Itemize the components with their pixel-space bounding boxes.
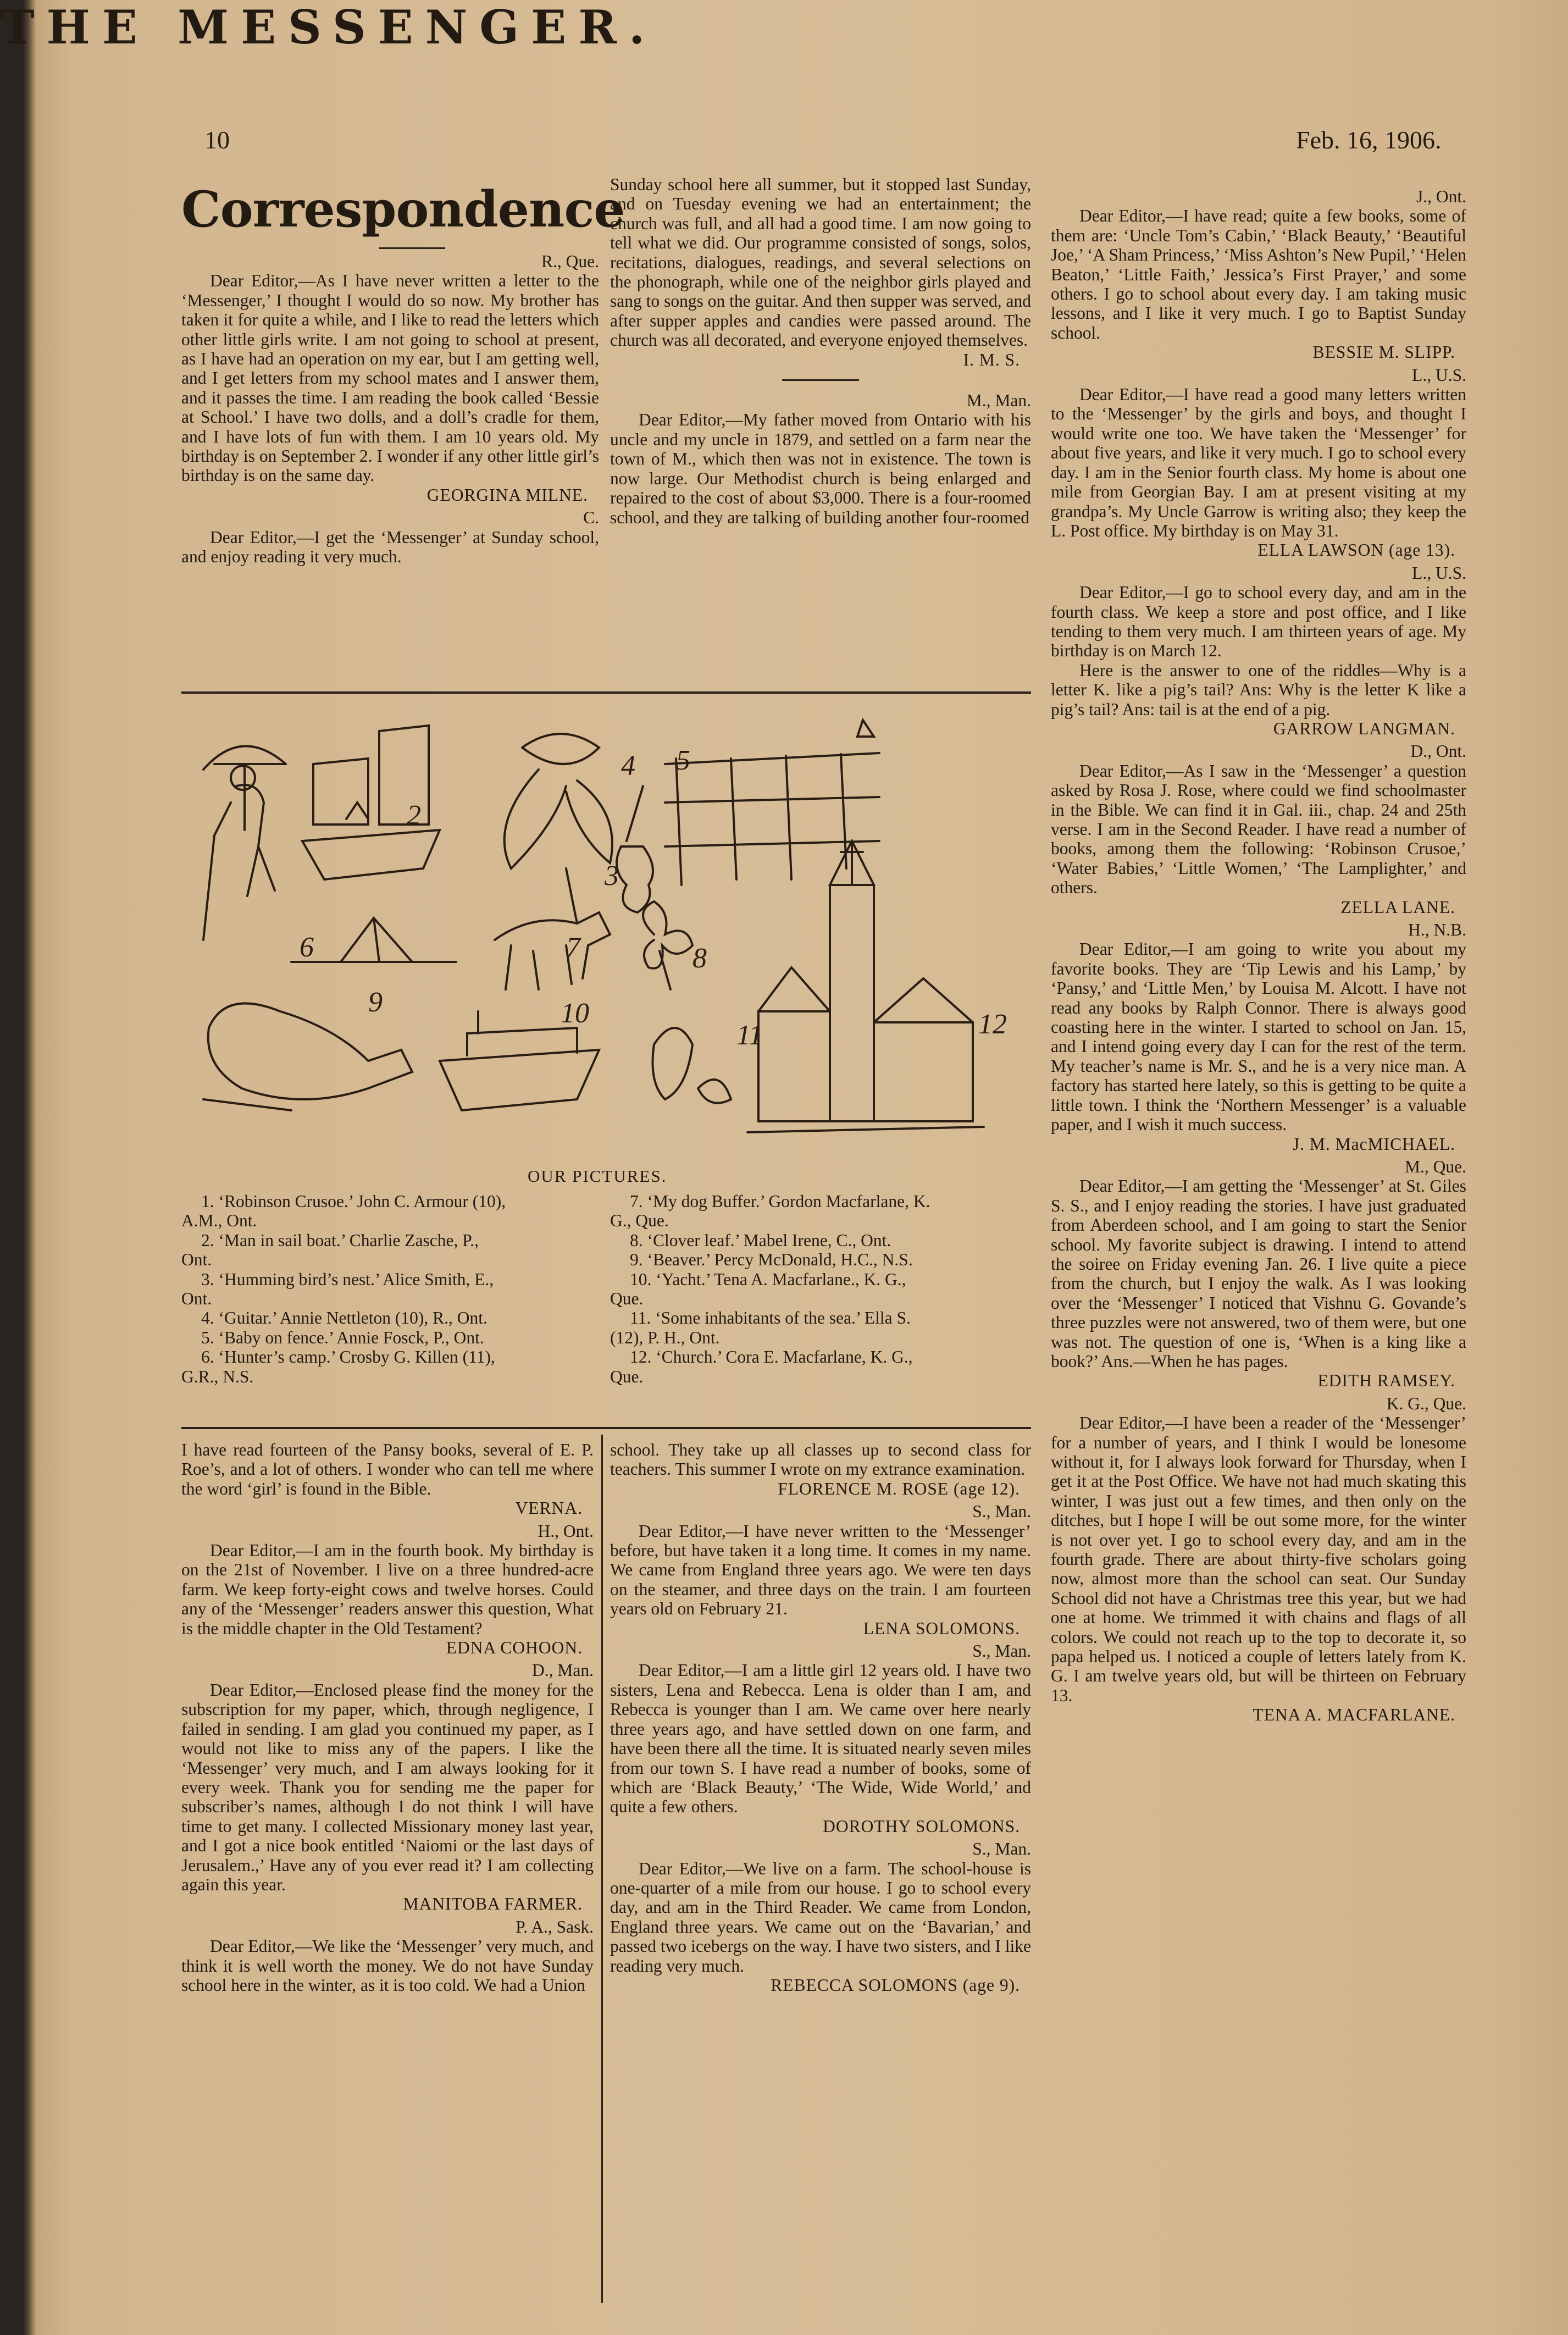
letter-paragraph: Dear Editor,—I am a little girl 12 years old. I have two sisters, Lena and Rebecca. Lena is older than I am, and Rebecca is younger than I am. We came over here nearly three years ago, and have settled down on one farm, and have been there all the time. It is situated nearly seven miles from our town S. I have read a number of books, some of which are ‘Black Beauty,’ ‘The Wide, Wide World,’ and quite a few others. (610, 1661, 1031, 1817)
page-number: 10 (204, 126, 230, 154)
letter-signature: GARROW LANGMAN. (1273, 718, 1455, 738)
letter-location: K. G., Que. (1386, 1393, 1466, 1413)
rule-above-pictures (181, 691, 1031, 694)
pictures-heading: OUR PICTURES. (528, 1166, 667, 1186)
picture-credit: 11. ‘Some inhabitants of the sea.’ Ella S. (630, 1308, 911, 1328)
drawing-dog (495, 912, 610, 989)
letter-signature: J. M. MacMICHAEL. (1292, 1134, 1455, 1154)
letter-paragraph: Dear Editor,—I am in the fourth book. My birthday is on the 21st of November. I live on a three hundred-acre farm. We keep forty-eight cows and twelve horses. Could any of the ‘Messenger’ readers answer this question, What is the middle chapter in the Old Testament? (181, 1541, 594, 1638)
picture-credit: G., Que. (610, 1211, 669, 1231)
picture-credit: 7. ‘My dog Buffer.’ Gordon Macfarlane, K. (630, 1192, 930, 1211)
column-divider (601, 1435, 603, 2303)
picture-credit: Que. (610, 1289, 644, 1309)
picture-credit: 3. ‘Humming bird’s nest.’ Alice Smith, E., (201, 1269, 494, 1289)
letter-location: S., Man. (972, 1502, 1031, 1521)
letter-location: M., Que. (1405, 1157, 1466, 1176)
letter-location: M., Man. (966, 391, 1031, 411)
letter-paragraph: Dear Editor,—I am going to write you about my favorite books. They are ‘Tip Lewis and his Lamp,’ by ‘Pansy,’ and ‘Little Men,’ by Louisa M. Alcott. I have not read any books by Ralph Connor. There is always good coasting here in the winter. I started to school on Jan. 15, and I intend going every day I can for the rest of the term. My teacher’s name is Mr. S., and he is a very nice man. A factory has started here lately, so this is getting to be quite a little town. I think the ‘Northern Messenger’ is a valuable paper, and I wish it much success. (1051, 939, 1466, 1135)
picture-credit: 1. ‘Robinson Crusoe.’ John C. Armour (10), (201, 1192, 506, 1211)
letter-paragraph: Dear Editor,—I have never written to the ‘Messenger’ before, but have taken it a long time. It comes in my name. We came from England three years ago. We were ten days on the steamer, and three days on the train. I am fourteen years old on February 21. (610, 1521, 1031, 1619)
section-title: Correspondence (181, 180, 625, 239)
letter-paragraph: Dear Editor,—I get the ‘Messenger’ at Sunday school, and enjoy reading it very much. (181, 527, 599, 567)
letter-paragraph: Dear Editor,—I go to school every day, and am in the fourth class. We keep a store and post office, and I like tending to them very much. I am thirteen years of age. My birthday is on March 12. (1051, 583, 1466, 661)
letter-signature: ELLA LAWSON (age 13). (1257, 540, 1455, 560)
drawing-number: 2 (407, 800, 421, 831)
picture-credit: Que. (610, 1366, 644, 1386)
letter-signature: ZELLA LANE. (1340, 897, 1455, 917)
letter-paragraph: I have read fourteen of the Pansy books, several of E. P. Roe’s, and a lot of others. I wonder who can tell me where the word ‘girl’ is found in the Bible. (181, 1440, 594, 1498)
drawing-beaver (203, 1003, 412, 1110)
picture-credit: Ont. (181, 1250, 212, 1270)
drawing-number: 10 (561, 998, 589, 1029)
letter-paragraph: Dear Editor,—I have been a reader of the ‘Messenger’ for a number of years, and I think I would be lonesome without it, for I always look forward for Thursday, when I get it at the Post Office. We have not had much skating this winter, I was just out a few times, and then only on the ditches, but I hope I will be out some more, for the winter is not over yet. I go to school every day, and am in the fourth grade. There are about thirty-five scholars going now, almost more than the school can seat. Our Sunday School did not have a Christmas tree this year, but we had one at home. We trimmed it with chains and flags of all colors. We could not reach up to the top to decorate it, so papa helped us. I noticed a couple of letters lately from K. G. I am twelve years old, but will be thirteen on February 13. (1051, 1413, 1466, 1705)
letter-paragraph: school. They take up all classes up to second class for teachers. This summer I wrote on my extrance examination. (610, 1440, 1031, 1479)
drawing-number: 3 (605, 860, 619, 892)
letter-location: P. A., Sask. (516, 1917, 594, 1936)
drawing-robinson-crusoe (203, 746, 286, 940)
letter-paragraph: Dear Editor,—I have read a good many letters written to the ‘Messenger’ by the girls and boys, and thought I would write one too. We have taken the ‘Messenger’ for about five years, and like it very much. I go to school every day. I am in the Senior fourth class. My home is about one mile from Georgian Bay. I am at present visiting at my grandpa’s. My Uncle Garrow is writing also; they keep the L. Post office. My birthday is on May 31. (1051, 385, 1466, 540)
letter-signature: BESSIE M. SLIPP. (1312, 342, 1455, 362)
picture-credit: 8. ‘Clover leaf.’ Mabel Irene, C., Ont. (630, 1230, 891, 1250)
drawing-number: 5 (676, 745, 690, 776)
picture-credit: 9. ‘Beaver.’ Percy McDonald, H.C., N.S. (630, 1250, 913, 1270)
picture-credit: G.R., N.S. (181, 1366, 254, 1386)
letter-signature: DOROTHY SOLOMONS. (823, 1816, 1020, 1836)
letter-signature: VERNA. (515, 1498, 583, 1518)
letter-signature: LENA SOLOMONS. (863, 1618, 1020, 1638)
letter-signature: REBECCA SOLOMONS (age 9). (771, 1975, 1020, 1995)
picture-credit: 2. ‘Man in sail boat.’ Charlie Zasche, P., (201, 1230, 479, 1250)
letter-signature: EDNA COHOON. (446, 1638, 583, 1658)
pictures-list-right (610, 1192, 1031, 1386)
letter-paragraph: Dear Editor,—As I have never written a letter to the ‘Messenger,’ I thought I would do so now. My brother has taken it for quite a while, and I like to read the letters which other little girls write. I am not going to school at present, as I have had an operation on my ear, but I am getting well, and I get letters from my school mates and I answer them, and it passes the time. I am reading the book called ‘Bessie at School.’ I have two dolls, and a doll’s cradle for them, and I have lots of fun with them. I am 10 years old. My birthday is on September 2. I wonder if any other little girl’s birthday is on the same day. (181, 271, 599, 485)
picture-credit: Ont. (181, 1289, 212, 1309)
letter-location: C. (583, 508, 599, 528)
column-3 (1051, 187, 1466, 1728)
pictures-list-left (181, 1192, 594, 1386)
letter-signature: MANITOBA FARMER. (403, 1894, 583, 1914)
letter-paragraph: Dear Editor,—We like the ‘Messenger’ very much, and think it is well worth the money. We do not have Sunday school here in the winter, as it is too cold. We had a Union (181, 1936, 594, 1995)
separator-rule (782, 379, 859, 381)
rule-below-pictures (181, 1427, 1031, 1429)
letter-signature: I. M. S. (963, 350, 1020, 369)
letter-location: S., Man. (972, 1641, 1031, 1661)
picture-credit: 12. ‘Church.’ Cora E. Macfarlane, K. G., (630, 1347, 913, 1367)
letter-paragraph: Sunday school here all summer, but it stopped last Sunday, and on Tuesday evening we had an entertainment; the church was full, and all had a good time. I am now going to tell what we did. Our programme consisted of songs, solos, recitations, dialogues, readings, and several selections on the phonograph, while one of the neighbor girls played and sang to songs on the guitar. And then supper was served, and after supper apples and candies were passed around. The church was all decorated, and everyone enjoyed themselves. (610, 175, 1031, 350)
drawing-number: 12 (978, 1009, 1007, 1040)
drawing-number: 8 (692, 943, 707, 974)
picture-credit: 5. ‘Baby on fence.’ Annie Fosck, P., Ont. (201, 1327, 484, 1347)
children-drawings (181, 704, 1028, 1143)
letter-signature: FLORENCE M. ROSE (age 12). (778, 1479, 1020, 1498)
drawing-baby-on-fence (665, 720, 879, 885)
column-2-bottom (610, 1440, 1031, 1998)
letter-location: H., Ont. (538, 1521, 594, 1541)
drawing-hunters-camp (291, 918, 456, 962)
column-2-top (610, 175, 1031, 527)
drawing-number: 9 (368, 987, 383, 1018)
drawing-clover-leaf (643, 901, 692, 989)
drawing-number: 4 (621, 750, 635, 782)
letter-signature: GEORGINA MILNE. (426, 485, 588, 505)
masthead: THE MESSENGER. (0, 0, 657, 54)
column-1-bottom (181, 1440, 594, 1995)
picture-credit: A.M., Ont. (181, 1211, 257, 1231)
column-1-top (181, 252, 599, 567)
letter-paragraph: Dear Editor,—We live on a farm. The school-house is one-quarter of a mile from our house. I go to school every day, and am in the Third Reader. We came from London, England three years. We came out on the ‘Bavarian,’ and passed two icebergs on the way. I have two sisters, and I like reading very much. (610, 1858, 1031, 1976)
picture-credit: 6. ‘Hunter’s camp.’ Crosby G. Killen (11), (201, 1347, 495, 1367)
title-underline (379, 247, 445, 249)
letter-location: S., Man. (972, 1839, 1031, 1859)
letter-paragraph: Dear Editor,—I have read; quite a few books, some of them are: ‘Uncle Tom’s Cabin,’ ‘Black Beauty,’ ‘Beautiful Joe,’ ‘A Sham Princess,’ ‘Miss Ashton’s New Pupil,’ ‘Helen Beaton,’ ‘Little Faith,’ Jessica’s First Prayer,’ and some others. I go to school about every day. I am taking music lessons, and I like it very much. I go to Baptist Sunday school. (1051, 206, 1466, 342)
drawing-number: 6 (300, 932, 314, 963)
letter-location: D., Man. (532, 1661, 594, 1680)
drawing-humming-birds-nest (505, 734, 612, 923)
picture-credit: (12), P. H., Ont. (610, 1327, 720, 1347)
letter-location: L., U.S. (1412, 365, 1466, 385)
letter-signature: TENA A. MACFARLANE. (1253, 1705, 1455, 1725)
picture-credit: 4. ‘Guitar.’ Annie Nettleton (10), R., Ont. (201, 1308, 487, 1328)
picture-credit: 10. ‘Yacht.’ Tena A. Macfarlane., K. G., (630, 1269, 906, 1289)
letter-location: J., Ont. (1416, 187, 1466, 206)
letter-paragraph: Here is the answer to one of the riddles—Why is a letter K. like a pig’s tail? Ans: Why is the letter K like a pig’s tail? Ans: tail is at the end of a pig. (1051, 660, 1466, 719)
letter-signature: EDITH RAMSEY. (1317, 1371, 1455, 1391)
letter-location: R., Que. (541, 252, 599, 271)
drawing-number: 7 (566, 932, 580, 963)
drawing-sea-inhabitants (653, 1028, 732, 1103)
drawing-guitar (617, 786, 653, 912)
drawing-number: 11 (736, 1020, 763, 1051)
letter-paragraph: Dear Editor,—My father moved from Ontario with his uncle and my uncle in 1879, and settled on a farm near the town of M., which then was not in existence. The town is now large. Our Methodist church is being enlarged and repaired to the cost of about $3,000. There is a four-roomed school, and they are talking of building another four-roomed (610, 410, 1031, 527)
letter-paragraph: Dear Editor,—I am getting the ‘Messenger’ at St. Giles S. S., and I enjoy reading the stories. I have just graduated from Aberdeen school, and I am going to start the Senior school. My favorite subject is drawing. I intend to attend the soiree on Friday evening Jan. 26. I live quite a piece from the church, but I enjoy the walk. As I was looking over the ‘Messenger’ I noticed that Vishnu G. Govande’s three puzzles were not answered, two of them were, but one was not. The question of one is, ‘When is a king like a book?’ Ans.—When he has pages. (1051, 1176, 1466, 1371)
letter-location: H., N.B. (1408, 920, 1466, 940)
letter-location: D., Ont. (1410, 742, 1466, 761)
letter-location: L., U.S. (1412, 563, 1466, 583)
issue-date: Feb. 16, 1906. (1296, 126, 1442, 154)
drawing-church (747, 841, 984, 1132)
letter-paragraph: Dear Editor,—Enclosed please find the money for the subscription for my paper, which, through negligence, I failed in sending. I am glad you continued my paper, as I would not like to miss any of the papers. I like the ‘Messenger’ very much, and I am always looking for it every week. Thank you for sending me the paper for subscriber’s names, although I do not think I will have time to get many. I collected Missionary money last year, and I got a nice book entitled ‘Naiomi or the last days of Jerusalem.,’ Have any of you ever read it? I am collecting again this year. (181, 1680, 594, 1894)
letter-paragraph: Dear Editor,—As I saw in the ‘Messenger’ a question asked by Rosa J. Rose, where could we find schoolmaster in the Bible. We can find it in Gal. iii., chap. 24 and 25th verse. I am in the Second Reader. I have read a number of books, among them the following: ‘Robinson Crusoe,’ ‘Water Babies,’ ‘Little Women,’ ‘The Lamplighter,’ and others. (1051, 761, 1466, 898)
